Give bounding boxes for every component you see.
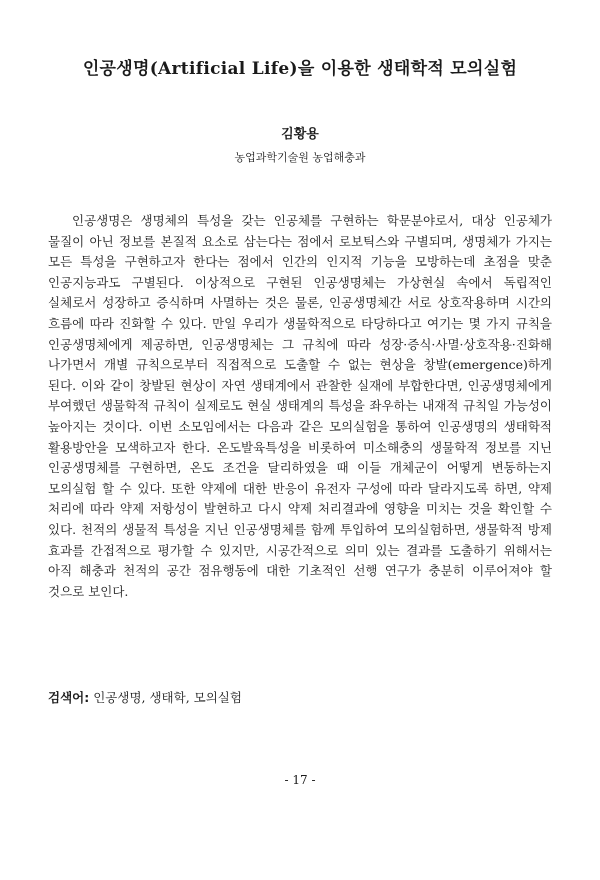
keywords-label: 검색어: xyxy=(48,690,90,705)
author-name: 김황용 xyxy=(281,127,319,142)
abstract-paragraph: 인공생명은 생명체의 특성을 갖는 인공체를 구현하는 학문분야로서, 대상 인공체가 물질이 아닌 정보를 본질적 요소로 삼는다는 점에서 로보틱스와 구별되며, 생명체가 가지는 모든 특성을 구현하고자 한다는 점에서 인간의 인지적 기능을 모방하는데 초점을 맞춘 인공지능과도 구별된다. 이상적으로 구현된 인공생명체는 가상현실 속에서 독립적인 실체로서 성장하고 증식하며 사멸하는 것은 물론, 인공생명체간 서로 상호작용하며 시간의 흐름에 따라 진화할 수 있다. 만일 우리가 생물학적으로 타당하다고 여기는 몇 가지 규칙을 인공생명체에게 제공하면, 인공생명체는 그 규칙에 따라 성장·증식·사멸·상호작용·진화해 나가면서 개별 규칙으로부터 직접적으로 도출할 수 없는 현상을 창발(emergence)하게 된다. 이와 같이 창발된 현상이 자연 생태계에서 관찰한 실재에 부합한다면, 인공생명체에게 부여했던 생물학적 규칙이 실제로도 현실 생태계의 특성을 좌우하는 내재적 규칙일 가능성이 높아지는 것이다. 이번 소모임에서는 다음과 같은 모의실험을 통하여 인공생명의 생태학적 활용방안을 모색하고자 한다. 온도발육특성을 비롯하여 미소해충의 생물학적 정보를 지닌 인공생명체를 구현하면, 온도 조건을 달리하였을 때 이들 개체군이 어떻게 변동하는지 모의실험 할 수 있다. 또한 약제에 대한 반응이 유전자 구성에 따라 달라지도록 하면, 약제 처리에 따라 약제 저항성이 발현하고 다시 약제 처리결과에 영향을 미치는 것을 확인할 수 있다. 천적의 생물적 특성을 지닌 인공생명체를 함께 투입하여 모의실험하면, 생물학적 방제 효과를 간접적으로 평가할 수 있지만, 시공간적으로 의미 있는 결과를 도출하기 위해서는 아직 해충과 천적의 공간 점유행동에 대한 기초적인 선행 연구가 충분히 이루어져야 할 것으로 보인다. xyxy=(48,213,552,599)
keywords-values: 인공생명, 생태학, 모의실험 xyxy=(93,690,242,705)
keywords-line xyxy=(48,688,552,708)
author-affiliation: 농업과학기술원 농업해충과 xyxy=(234,151,366,164)
page-number: - 17 - xyxy=(284,773,316,787)
paper-title: 인공생명(Artificial Life)을 이용한 생태학적 모의실험 xyxy=(82,59,518,79)
